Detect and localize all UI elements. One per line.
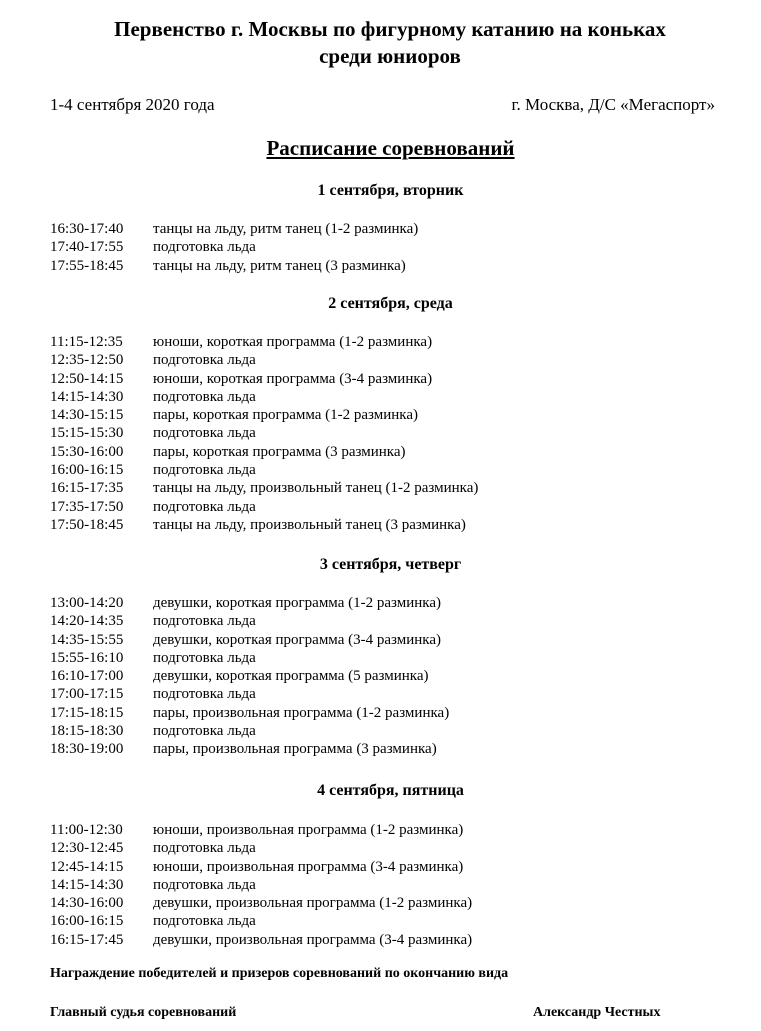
schedule-row [50, 594, 740, 612]
day-rows [50, 220, 740, 275]
day-heading: 2 сентября, среда [328, 295, 453, 312]
row-time: 18:15-18:30 [50, 723, 124, 740]
row-event: девушки, короткая программа (1-2 разминка) [153, 595, 441, 611]
day-heading: 1 сентября, вторник [317, 182, 464, 199]
day-rows [50, 333, 740, 534]
day-rows [50, 821, 740, 949]
row-event: танцы на льду, ритм танец (1-2 разминка) [153, 221, 419, 237]
row-time: 16:15-17:45 [50, 931, 124, 948]
schedule-row [50, 876, 740, 894]
schedule-row [50, 220, 740, 238]
schedule-title: Расписание соревнований [266, 136, 515, 160]
row-event: подготовка льда [153, 462, 256, 479]
row-event: юноши, короткая программа (1-2 разминка) [153, 334, 433, 350]
row-event: подготовка льда [153, 352, 256, 369]
schedule-row [50, 351, 740, 369]
document-title [30, 16, 750, 70]
row-time: 16:10-17:00 [50, 668, 124, 685]
row-time: 12:30-12:45 [50, 840, 124, 857]
row-event: подготовка льда [153, 840, 256, 857]
row-time: 14:35-15:55 [50, 631, 124, 648]
schedule-row [50, 461, 740, 479]
chief-judge-label: Главный судья соревнований [50, 1005, 237, 1020]
schedule-row [50, 498, 740, 516]
row-event: танцы на льду, ритм танец (3 разминка) [153, 257, 406, 274]
row-event: подготовка льда [153, 876, 256, 893]
row-time: 14:30-16:00 [50, 895, 124, 912]
schedule-row [50, 479, 740, 497]
row-time: 11:00-12:30 [50, 822, 123, 838]
row-event: подготовка льда [153, 388, 256, 405]
row-time: 12:45-14:15 [50, 858, 124, 875]
schedule-row [50, 667, 740, 685]
schedule-row [50, 839, 740, 857]
row-time: 15:55-16:10 [50, 649, 124, 666]
schedule-row [50, 388, 740, 406]
row-event: юноши, короткая программа (3-4 разминка) [153, 370, 433, 387]
row-event: танцы на льду, произвольный танец (3 разминка) [153, 516, 466, 533]
row-time: 15:30-16:00 [50, 443, 124, 460]
row-time: 14:15-14:30 [50, 876, 124, 893]
row-time: 18:30-19:00 [50, 741, 124, 758]
schedule-row [50, 722, 740, 740]
row-time: 16:30-17:40 [50, 221, 124, 237]
row-time: 12:50-14:15 [50, 370, 124, 387]
schedule-row [50, 238, 740, 256]
row-time: 17:50-18:45 [50, 516, 124, 533]
row-time: 17:00-17:15 [50, 686, 124, 703]
day-heading: 4 сентября, пятница [317, 782, 464, 799]
row-time: 16:00-16:15 [50, 913, 124, 930]
row-event: подготовка льда [153, 613, 256, 630]
row-event: девушки, короткая программа (5 разминка) [153, 668, 429, 685]
schedule-row [50, 631, 740, 649]
schedule-row [50, 257, 740, 275]
award-note: Награждение победителей и призеров соревнований по окончанию вида [50, 966, 509, 981]
row-event: юноши, произвольная программа (1-2 разминка) [153, 822, 464, 838]
row-time: 17:35-17:50 [50, 498, 124, 515]
row-time: 17:40-17:55 [50, 239, 124, 256]
row-time: 15:15-15:30 [50, 425, 124, 442]
row-event: пары, произвольная программа (1-2 разминка) [153, 704, 450, 721]
event-dates: 1-4 сентября 2020 года [50, 95, 215, 114]
row-event: танцы на льду, произвольный танец (1-2 разминка) [153, 480, 479, 497]
schedule-row [50, 370, 740, 388]
schedule-row [50, 424, 740, 442]
row-time: 17:15-18:15 [50, 704, 124, 721]
row-event: подготовка льда [153, 686, 256, 703]
row-time: 17:55-18:45 [50, 257, 124, 274]
row-event: подготовка льда [153, 239, 256, 256]
row-event: подготовка льда [153, 498, 256, 515]
row-event: девушки, произвольная программа (1-2 разминка) [153, 895, 473, 912]
row-event: подготовка льда [153, 913, 256, 930]
schedule-row [50, 333, 740, 351]
schedule-row [50, 912, 740, 930]
day-rows [50, 594, 740, 759]
row-event: девушки, произвольная программа (3-4 разминка) [153, 931, 473, 948]
row-event: девушки, короткая программа (3-4 разминка) [153, 631, 441, 648]
title-line-1: Первенство г. Москвы по фигурному катанию на коньках [114, 17, 666, 41]
row-time: 13:00-14:20 [50, 595, 124, 611]
row-time: 11:15-12:35 [50, 334, 123, 350]
schedule-row [50, 612, 740, 630]
row-event: пары, произвольная программа (3 разминка) [153, 741, 437, 758]
row-time: 16:00-16:15 [50, 462, 124, 479]
event-venue: г. Москва, Д/С «Мегаспорт» [511, 95, 715, 114]
schedule-row [50, 931, 740, 949]
schedule-row [50, 894, 740, 912]
schedule-row [50, 740, 740, 758]
schedule-row [50, 406, 740, 424]
schedule-row [50, 858, 740, 876]
schedule-row [50, 443, 740, 461]
schedule-row [50, 704, 740, 722]
schedule-row [50, 516, 740, 534]
schedule-row [50, 821, 740, 839]
row-time: 16:15-17:35 [50, 480, 124, 497]
schedule-row [50, 685, 740, 703]
row-event: подготовка льда [153, 649, 256, 666]
row-time: 14:30-15:15 [50, 407, 124, 424]
row-time: 14:15-14:30 [50, 388, 124, 405]
row-time: 12:35-12:50 [50, 352, 124, 369]
row-event: подготовка льда [153, 425, 256, 442]
row-event: пары, короткая программа (1-2 разминка) [153, 407, 419, 424]
row-event: подготовка льда [153, 723, 256, 740]
row-event: пары, короткая программа (3 разминка) [153, 443, 406, 460]
title-line-2: среди юниоров [319, 44, 461, 68]
day-heading: 3 сентября, четверг [319, 556, 462, 573]
schedule-row [50, 649, 740, 667]
row-time: 14:20-14:35 [50, 613, 124, 630]
row-event: юноши, произвольная программа (3-4 разминка) [153, 858, 464, 875]
chief-judge-name: Александр Честных [533, 1005, 661, 1020]
